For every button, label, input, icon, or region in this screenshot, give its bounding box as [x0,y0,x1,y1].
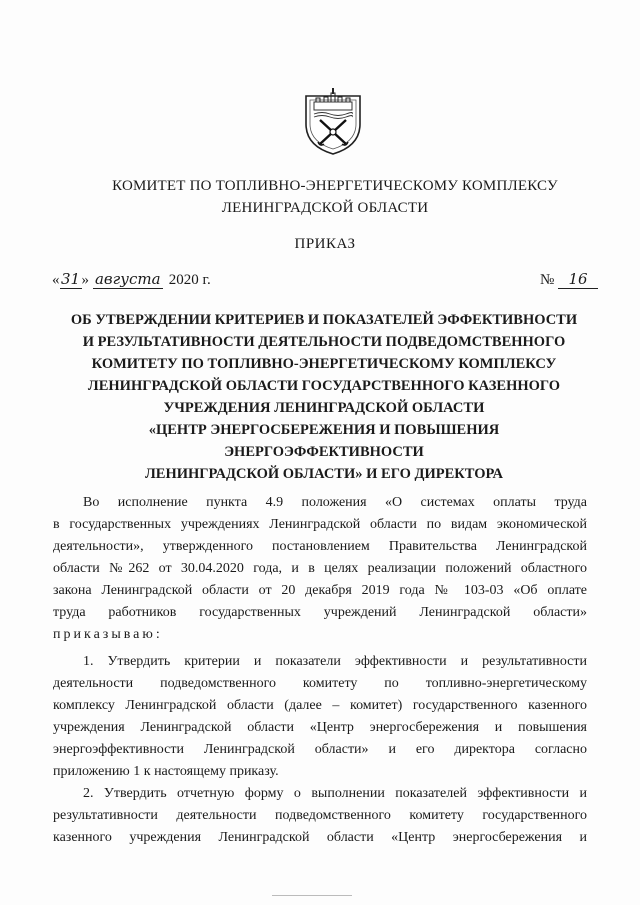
preamble-line: закона Ленинградской области от 20 декабря 2019 года № 103-03 «Об оплате [53,583,587,598]
item-1-line: 1. Утвердить критерии и показатели эффективности и результативности [83,654,587,669]
preamble-line: области №262 от 30.04.2020 года, и в целях реализации положений областного [53,561,587,576]
item-2-line: результативности деятельности подведомственного комитету государственного [53,808,587,823]
item-1-paragraph [53,651,587,783]
item-1-line: учреждения Ленинградской области «Центр энергосбережения и повышения [53,720,587,735]
document-date [52,270,211,289]
title-line: И РЕЗУЛЬТАТИВНОСТИ ДЕЯТЕЛЬНОСТИ ПОДВЕДОМСТВЕННОГО [82,334,566,350]
preamble-line: в государственных учреждениях Ленинградской области по видам экономической [53,517,587,532]
scan-edge-mark [272,895,352,896]
committee-name-line1: КОМИТЕТ ПО ТОПЛИВНО-ЭНЕРГЕТИЧЕСКОМУ КОМПЛЕКСУ [112,178,558,194]
title-line: ЭНЕРГОЭФФЕКТИВНОСТИ [224,444,424,460]
preamble-line: Во исполнение пункта 4.9 положения «О системах оплаты труда [83,495,587,510]
coat-of-arms-icon [302,84,364,156]
document-number [540,270,598,289]
preamble-line: деятельности», утвержденного постановлением Правительства Ленинградской [53,539,587,554]
title-line: ОБ УТВЕРЖДЕНИИ КРИТЕРИЕВ И ПОКАЗАТЕЛЕЙ ЭФФЕКТИВНОСТИ [70,312,578,328]
date-month-handwritten: августа [93,270,163,289]
item-2-line: 2. Утвердить отчетную форму о выполнении показателей эффективности и [83,786,587,801]
title-line: «ЦЕНТР ЭНЕРГОСБЕРЕЖЕНИЯ И ПОВЫШЕНИЯ [148,422,500,438]
date-day-handwritten: 31 [60,270,81,288]
item-2-paragraph [53,783,587,849]
date-open-quote: « [52,272,60,288]
order-word: приказываю: [53,627,163,642]
item-2-line: казенного учреждения Ленинградской области «Центр энергосбережения и [53,830,587,845]
preamble-paragraph [53,492,587,646]
item-1-line: комплексу Ленинградской области (далее – комитет) государственного казенного [53,698,587,713]
committee-name-line2: ЛЕНИНГРАДСКОЙ ОБЛАСТИ [221,200,429,216]
title-line: ЛЕНИНГРАДСКОЙ ОБЛАСТИ ГОСУДАРСТВЕННОГО КАЗЕННОГО [87,378,561,394]
date-close-quote: » [81,272,89,288]
preamble-line: труда работников государственных учреждений Ленинградской области» [53,605,587,620]
date-year: 2020 г. [168,272,211,288]
item-1-line: приложению 1 к настоящему приказу. [53,764,279,779]
document-title [60,309,588,485]
item-1-line: деятельности подведомственного комитету по топливно-энергетическому [53,676,587,691]
number-value-handwritten: 16 [558,270,598,289]
number-label: № [540,272,555,288]
title-line: УЧРЕЖДЕНИЯ ЛЕНИНГРАДСКОЙ ОБЛАСТИ [163,400,485,416]
document-type: ПРИКАЗ [294,236,356,252]
title-line: ЛЕНИНГРАДСКОЙ ОБЛАСТИ» И ЕГО ДИРЕКТОРА [144,466,504,482]
item-1-line: энергоэффективности Ленинградской области» и его директора согласно [53,742,587,757]
title-line: КОМИТЕТУ ПО ТОПЛИВНО-ЭНЕРГЕТИЧЕСКОМУ КОМПЛЕКСУ [91,356,557,372]
